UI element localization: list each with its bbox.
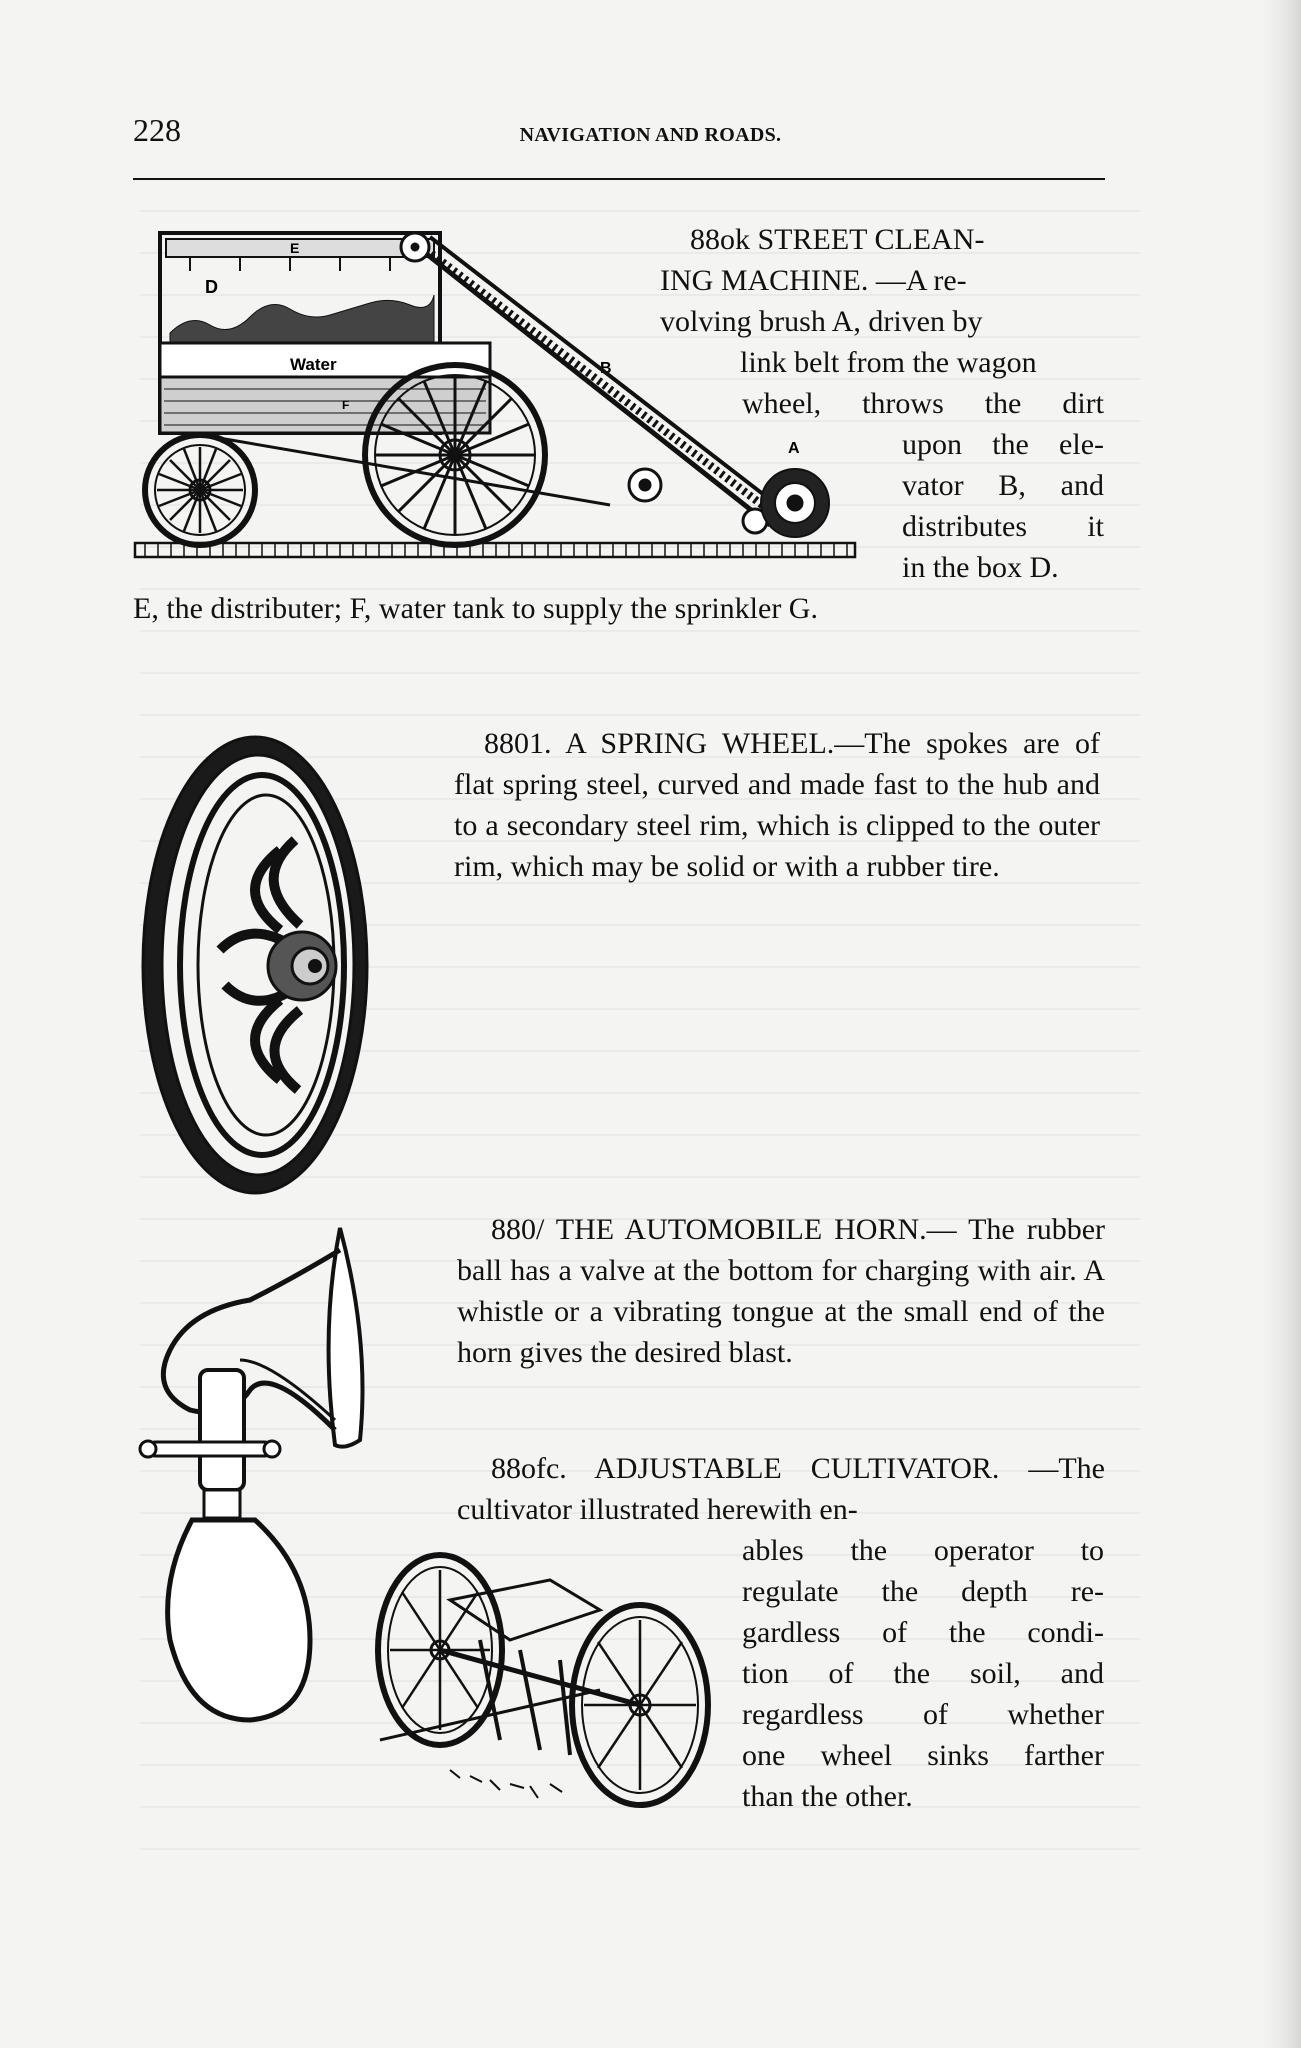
figure-label-f: F	[342, 398, 350, 412]
revolving-brush	[761, 469, 829, 537]
rear-wheel	[145, 435, 255, 545]
entry-88ofc-top-text: 88ofc. ADJUSTABLE CULTIVATOR. —The cultivator illustrated herewith en-	[457, 1452, 1105, 1526]
entry-spring-wheel	[454, 723, 1100, 887]
entry-88ofc-line-1: ables the operator to	[742, 1534, 1104, 1567]
entry-88ok-line-4: link belt from the wagon	[740, 346, 1037, 379]
entry-88ofc-line-3: gardless of the condi-	[742, 1616, 1104, 1649]
entry-88ofc-line-4: tion of the soil, and	[742, 1657, 1104, 1690]
entry-88ok-line-8: distributes it	[902, 510, 1104, 543]
entry-88ok-continuation: E, the distributer; F, water tank to supply the sprinkler G.	[133, 592, 818, 625]
entry-88ok-line-9: in the box D.	[902, 551, 1059, 584]
figure-label-b: B	[600, 360, 612, 377]
entry-88ok-line-2: ING MACHINE. —A re-	[660, 264, 967, 297]
cultivator-illustration	[350, 1540, 730, 1820]
page-edge-shadow	[1261, 0, 1301, 2048]
entry-automobile-horn	[457, 1209, 1105, 1373]
figure-label-water: Water	[290, 355, 337, 374]
page-number: 228	[133, 112, 181, 148]
entry-88ok-line-7: vator B, and	[902, 469, 1104, 502]
entry-8801-text: 8801. A SPRING WHEEL.—The spokes are of flat spring steel, curved and made fast to the hub and to a secondary steel rim, which is clipped to the outer rim, which may be solid or with a rubber tire.	[454, 727, 1100, 883]
entry-88ok-line-3: volving brush A, driven by	[660, 305, 983, 338]
ground-track	[135, 543, 855, 557]
front-wheel	[365, 365, 545, 545]
gear-pulley	[629, 469, 767, 533]
entry-88ok-line-6: upon the ele-	[902, 428, 1104, 461]
figure-label-a: A	[788, 440, 800, 457]
entry-88ofc-line-2: regulate the depth re-	[742, 1575, 1104, 1608]
entry-cultivator-top	[457, 1448, 1105, 1530]
entry-88ok-line-5: wheel, throws the dirt	[742, 387, 1104, 420]
running-head: NAVIGATION AND ROADS.	[519, 124, 782, 146]
figure-label-e: E	[290, 240, 300, 256]
entry-88ofc-line-7: than the other.	[742, 1780, 913, 1813]
entry-880-text: 880/ THE AUTOMOBILE HORN.— The rubber ball has a valve at the bottom for charging with air. A whistle or a vibrating tongue at the small end of the horn gives the desired blast.	[457, 1213, 1105, 1369]
spring-wheel-illustration	[130, 730, 380, 1200]
figure-label-d: D	[205, 277, 218, 297]
entry-88ok-line-1: 88ok STREET CLEAN-	[690, 223, 985, 256]
entry-88ofc-line-6: one wheel sinks farther	[742, 1739, 1104, 1772]
entry-88ofc-line-5: regardless of whether	[742, 1698, 1104, 1731]
header-rule	[133, 178, 1105, 180]
